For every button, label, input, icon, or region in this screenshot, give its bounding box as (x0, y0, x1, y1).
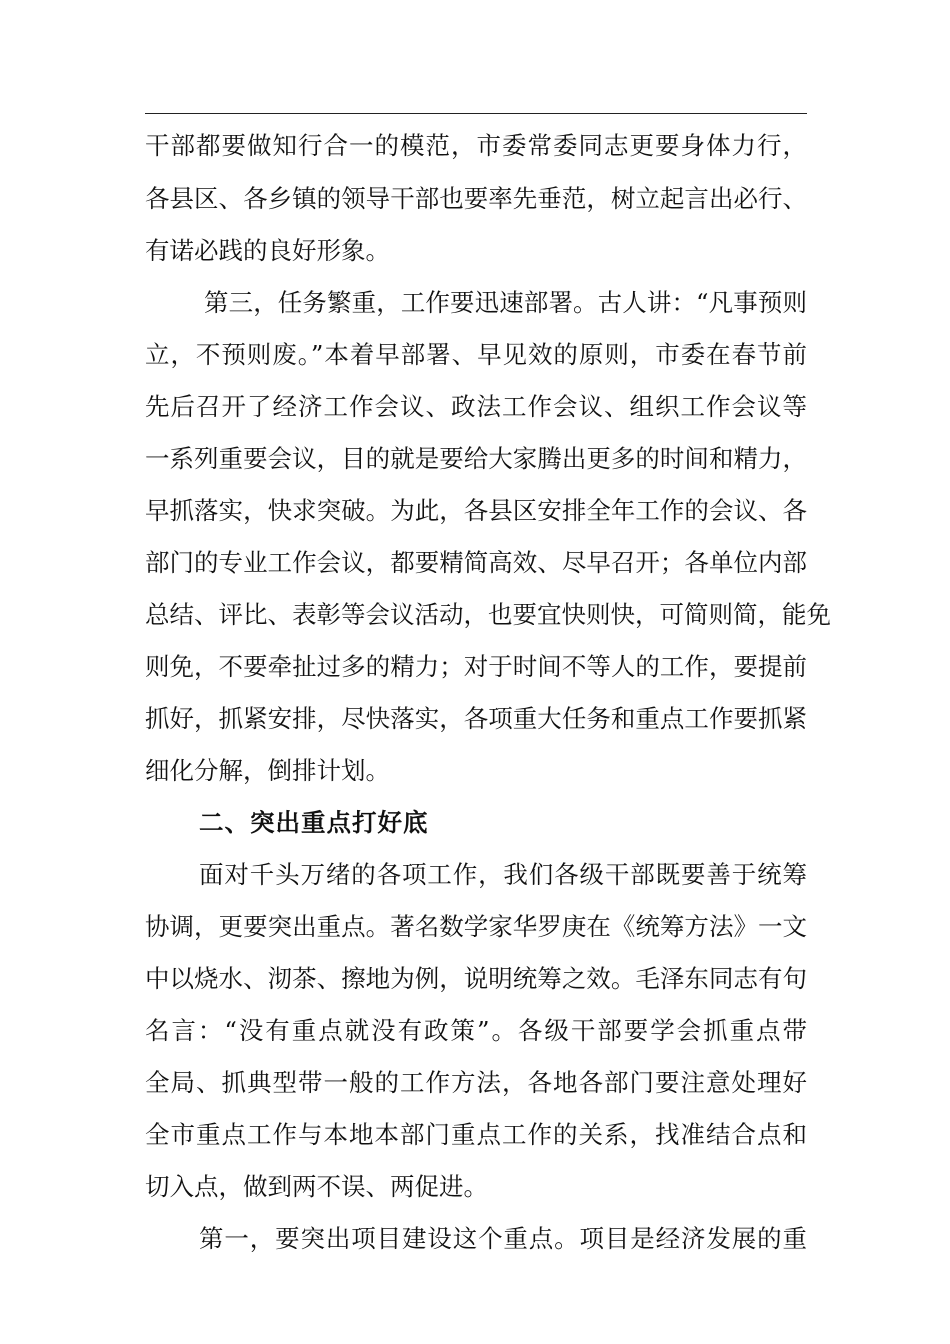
paragraph-first-line: 第一，要突出项目建设这个重点。项目是经济发展的重 (199, 1224, 807, 1253)
body-line: 名言：“没有重点就没有政策”。各级干部要学会抓重点带 (145, 1016, 807, 1045)
body-line: 细化分解，倒排计划。 (145, 756, 390, 785)
body-line: 则免，不要牵扯过多的精力；对于时间不等人的工作，要提前 (145, 652, 807, 681)
body-line: 全局、抓典型带一般的工作方法，各地各部门要注意处理好 (145, 1068, 807, 1097)
body-line: 切入点，做到两不误、两促进。 (145, 1172, 488, 1201)
body-line: 协调，更要突出重点。著名数学家华罗庚在《统筹方法》一文 (145, 912, 807, 941)
header-rule (145, 113, 807, 114)
section-heading: 二、突出重点打好底 (199, 808, 429, 837)
body-line: 一系列重要会议，目的就是要给大家腾出更多的时间和精力， (145, 444, 807, 473)
body-line: 总结、评比、表彰等会议活动，也要宜快则快，可简则简，能免 (145, 600, 831, 629)
body-line: 部门的专业工作会议，都要精简高效、尽早召开；各单位内部 (145, 548, 807, 577)
body-line: 中以烧水、沏茶、擦地为例，说明统筹之效。毛泽东同志有句 (145, 964, 807, 993)
body-line: 早抓落实，快求突破。为此，各县区安排全年工作的会议、各 (145, 496, 807, 525)
body-line: 干部都要做知行合一的模范，市委常委同志更要身体力行， (145, 131, 807, 160)
body-line: 全市重点工作与本地本部门重点工作的关系，找准结合点和 (145, 1120, 807, 1149)
paragraph-first-line: 面对千头万绪的各项工作，我们各级干部既要善于统筹 (199, 860, 807, 889)
body-line: 有诺必践的良好形象。 (145, 236, 390, 265)
body-line: 先后召开了经济工作会议、政法工作会议、组织工作会议等 (145, 392, 807, 421)
paragraph-first-line: 第三，任务繁重，工作要迅速部署。古人讲：“凡事预则 (204, 288, 807, 317)
body-line: 各县区、各乡镇的领导干部也要率先垂范，树立起言出必行、 (145, 184, 807, 213)
body-line: 抓好，抓紧安排，尽快落实，各项重大任务和重点工作要抓紧 (145, 704, 807, 733)
body-line: 立，不预则废。”本着早部署、早见效的原则，市委在春节前 (145, 340, 807, 369)
